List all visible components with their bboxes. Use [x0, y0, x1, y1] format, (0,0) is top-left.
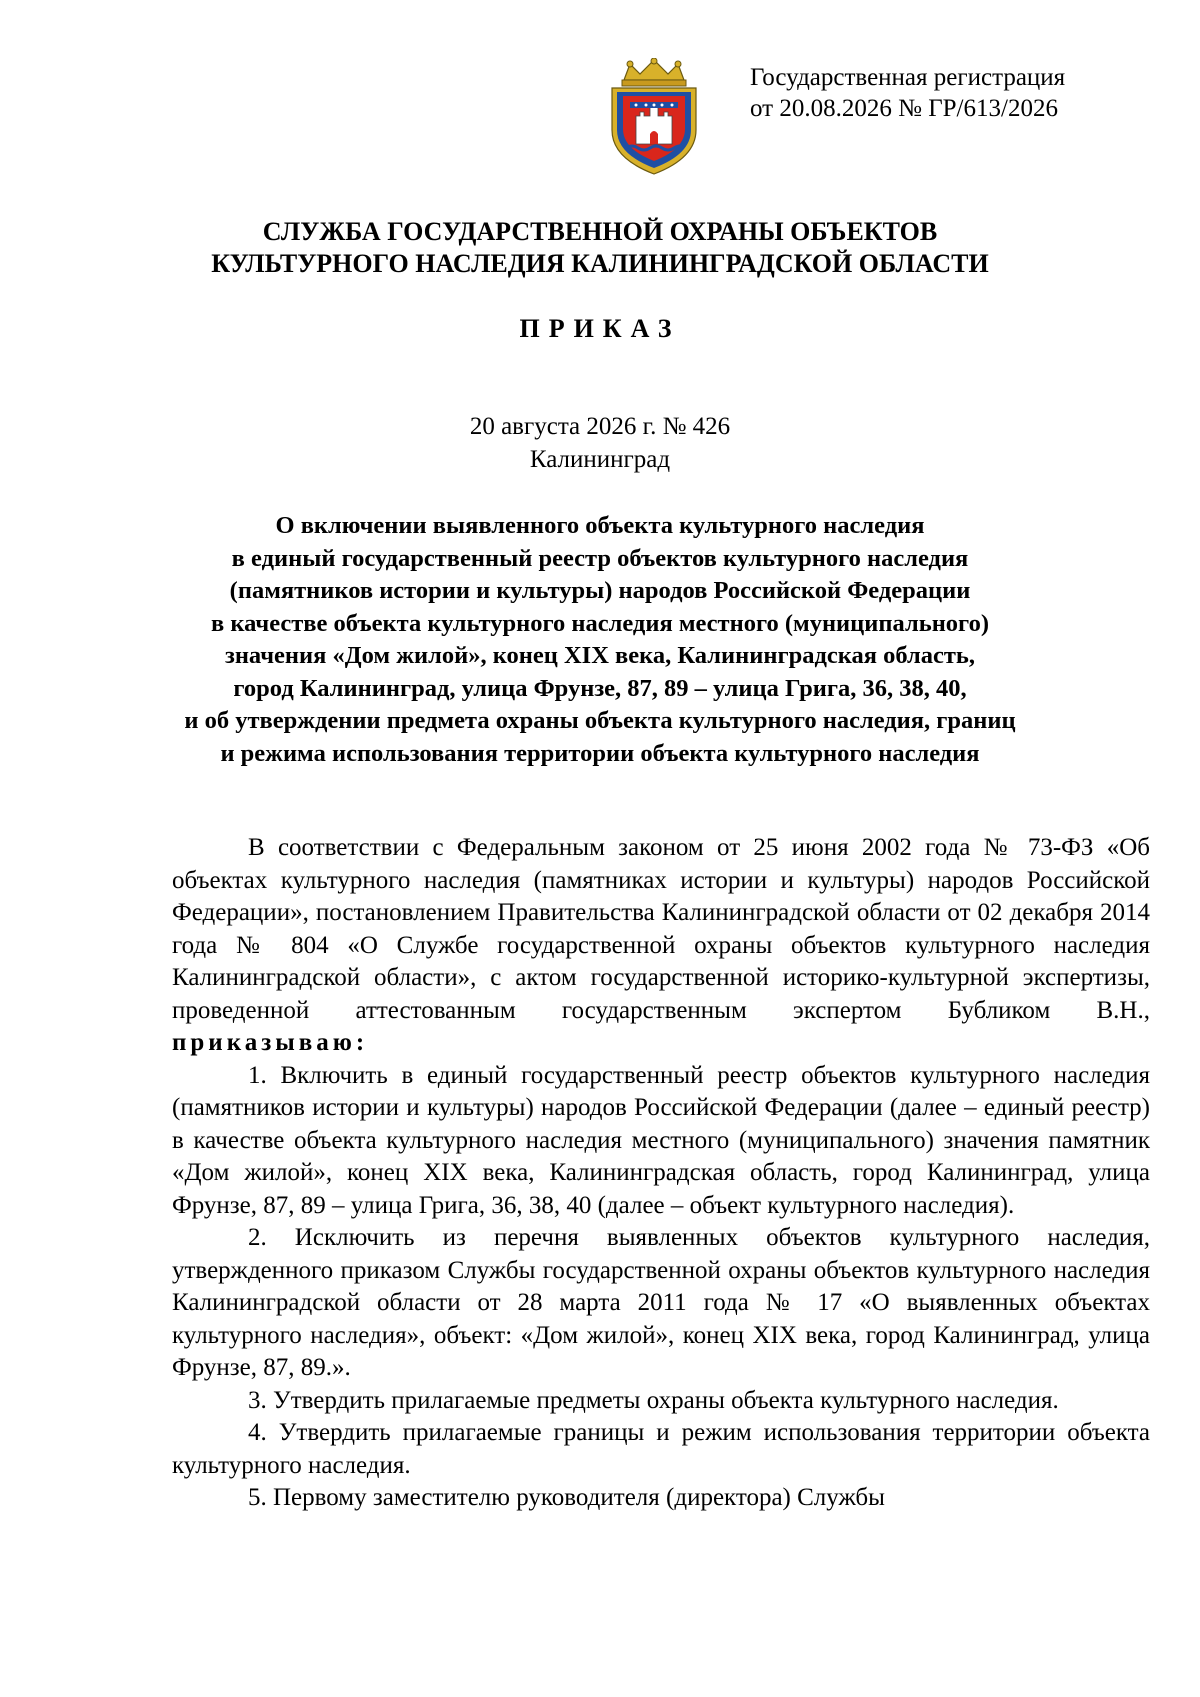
organization-name-line-1: СЛУЖБА ГОСУДАРСТВЕННОЙ ОХРАНЫ ОБЪЕКТОВ	[262, 217, 938, 246]
preamble-paragraph	[172, 832, 1150, 1060]
organization-name-line-2: КУЛЬТУРНОГО НАСЛЕДИЯ КАЛИНИНГРАДСКОЙ ОБЛАСТИ	[211, 249, 989, 278]
order-item: 3. Утвердить прилагаемые предметы охраны объекта культурного наследия.	[248, 1386, 1059, 1414]
subject-line: и об утверждении предмета охраны объекта культурного наследия, границ	[184, 707, 1016, 734]
order-item: 2. Исключить из перечня выявленных объектов культурного наследия, утвержденного приказом Службы государственной охраны объектов культурного наследия Калининградской области от 28 марта 2011 года № 17 «О выявленных объектах культурного наследия», объект: «Дом жилой», конец XIX века, город Калининград, улица Фрунзе, 87, 89.».	[172, 1224, 1150, 1381]
order-subject	[100, 510, 1100, 770]
subject-line: и режима использования территории объекта культурного наследия	[220, 739, 980, 767]
order-city: Калининград	[529, 446, 671, 473]
coat-of-arms-icon	[606, 58, 702, 176]
subject-line: в единый государственный реестр объектов культурного наследия	[231, 544, 969, 572]
order-item: 5. Первому заместителю руководителя (директора) Службы	[248, 1484, 885, 1511]
subject-line: в качестве объекта культурного наследия местного (муниципального)	[211, 609, 989, 637]
registration-number: от 20.08.2026 № ГР/613/2026	[750, 95, 1058, 122]
subject-line: О включении выявленного объекта культурного наследия	[275, 512, 925, 539]
order-item: 4. Утвердить прилагаемые границы и режим использования территории объекта культурного наследия.	[172, 1419, 1150, 1479]
subject-line: значения «Дом жилой», конец XIX века, Калининградская область,	[224, 642, 976, 669]
subject-line: город Калининград, улица Фрунзе, 87, 89 – улица Грига, 36, 38, 40,	[233, 674, 967, 702]
order-item: 1. Включить в единый государственный реестр объектов культурного наследия (памятников истории и культуры) народов Российской Федерации (далее – единый реестр) в качестве объекта культурного наследия местного (муниципального) значения памятник «Дом жилой», конец XIX века, Калининградская область, город Калининград, улица Фрунзе, 87, 89 – улица Грига, 36, 38, 40 (далее – объект культурного наследия).	[172, 1061, 1150, 1219]
document-type-heading: ПРИКАЗ	[519, 314, 681, 343]
order-command: приказываю:	[172, 1029, 369, 1056]
order-body	[172, 832, 1150, 1515]
registration-block	[750, 62, 1170, 124]
order-date-number: 20 августа 2026 г. № 426	[469, 413, 731, 440]
registration-title: Государственная регистрация	[750, 64, 1066, 91]
preamble-text: В соответствии с Федеральным законом от 25 июня 2002 года № 73-ФЗ «Об объектах культурного наследия (памятниках истории и культуры) народов Российской Федерации», постановлением Правительства Калининградской области от 02 декабря 2014 года № 804 «О Службе государственной охраны объектов культурного наследия Калининградской области», с актом государственной историко-культурной экспертизы, проведенной аттестованным государственным экспертом Бубликом В.Н.,	[172, 834, 1150, 1024]
date-place-block	[100, 410, 1100, 476]
subject-line: (памятников истории и культуры) народов Российской Федерации	[229, 577, 971, 604]
organization-name	[100, 216, 1100, 280]
